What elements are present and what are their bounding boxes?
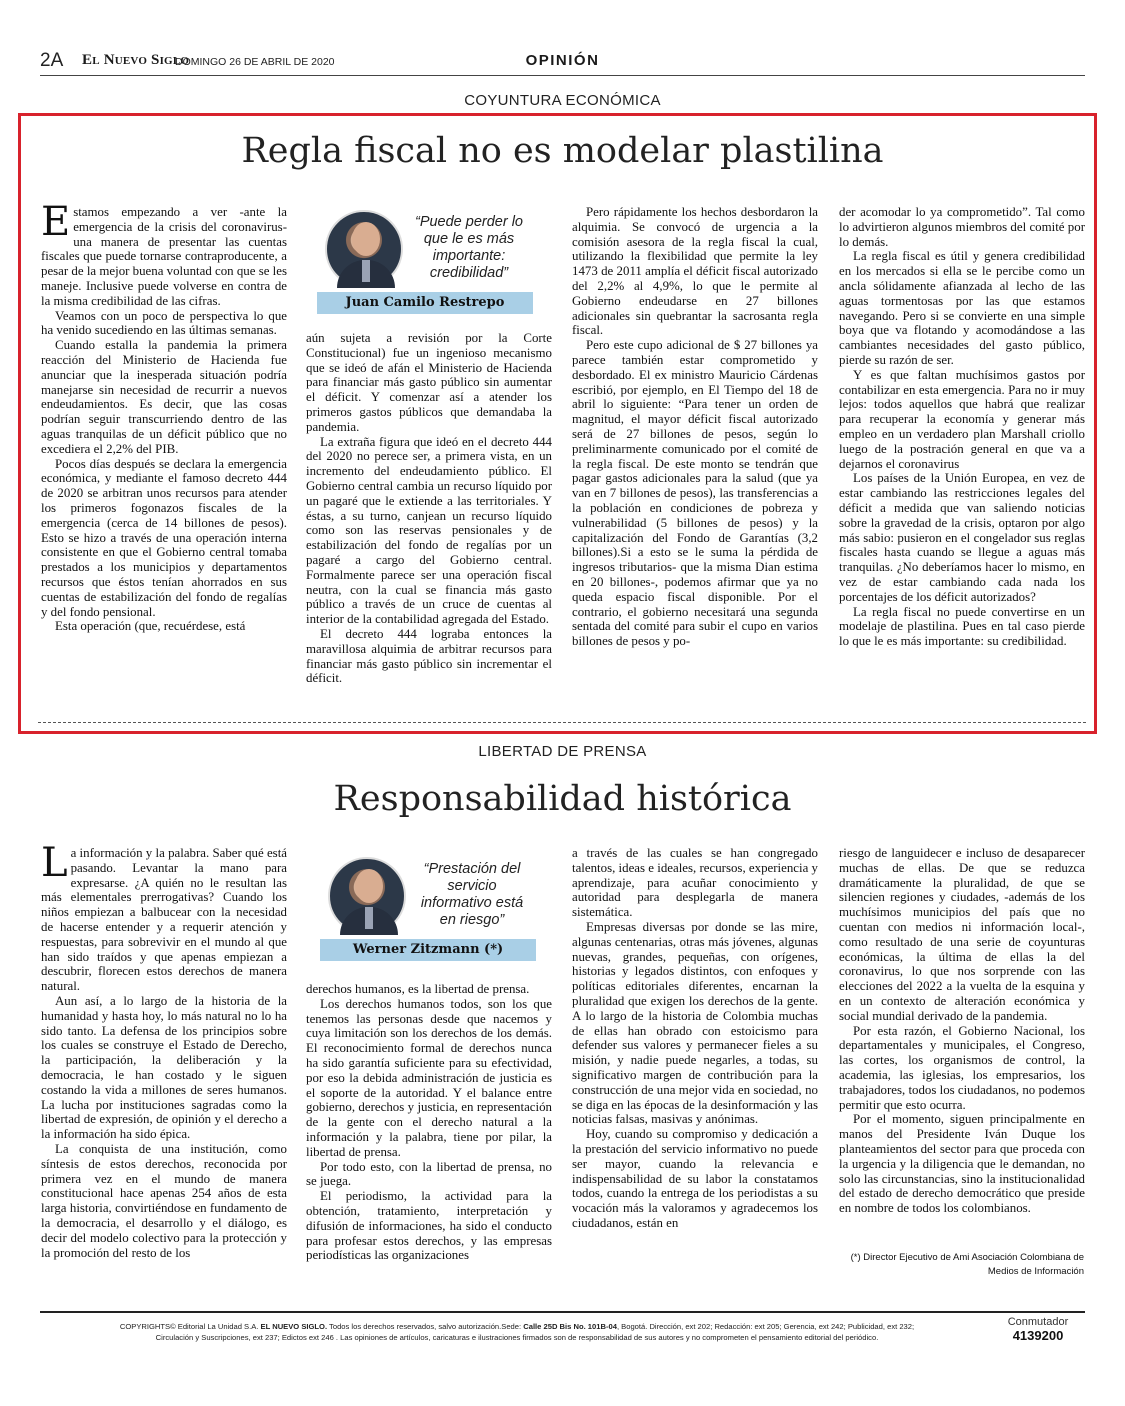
article2-paragraph: Empresas diversas por donde se las mire, algunas centenarias, otras más jóvenes, algunas nuevas, grandes, pequeñas, con orígenes, historias y legados distintos, con enfoques y políticas editoriales diferentes, encarnan la pluralidad que exigen los derechos de la gente. A lo largo de la historia de Colombia muchas de ellas han obrado con estoicismo para defender sus valores y permanecer fieles a su misión, y nadie puede negarles, a todas, su significativo margen de contribución para la construcción de una mejor vida en sociedad, no se diga en las épocas de la desinformación y las noticias falsas, masivas y anónimas.: [572, 919, 818, 1127]
issue-date: DOMINGO 26 DE ABRIL DE 2020: [175, 56, 335, 68]
article2-paragraph: a través de las cuales se han congregado talentos, ideas e ideales, recursos, experiencia y aprendizaje, para acuñar conocimiento y autoridad para desplegarla de manera sistemática.: [572, 846, 818, 920]
header-rule: [40, 75, 1085, 76]
footer-credits: [62, 1322, 972, 1343]
article2-paragraph: Por esta razón, el Gobierno Nacional, los departamentales y municipales, el Congreso, las cortes, los organismos de control, la academia, las iglesias, los empresarios, los trabajadores, todos los ciudadanos, no podemos permitir que esto ocurra.: [839, 1023, 1085, 1112]
author-photo: [325, 210, 403, 288]
article1-paragraph: Pocos días después se declara la emergencia económica, y mediante el famoso decreto 444 de 2020 se arbitran unos recursos para atender los primeros fogonazos fiscales de la emergencia (cerca de 14 billones de pesos). Esto se hizo a través de una operación interna consistente en que el Gobierno central tomaba prestados a los municipios y departamentos recursos que éstos tenían ahorrados en sus cuentas de estabilización del fondo de regalías y del fondo pensional.: [41, 456, 287, 619]
article2-paragraph: Por el momento, siguen principalmente en manos del Presidente Iván Duque los planteamientos del sector para que proceda con la urgencia y la diligencia que le demandan, no solo las circunstancias, sino la institucionalidad del estado de derecho democrático que preside en nombre de todos los colombianos.: [839, 1112, 1085, 1216]
author-byline: Werner Zitzmann (*): [320, 939, 536, 961]
article1-paragraph: Cuando estalla la pandemia la primera reacción del Ministerio de Hacienda fue anunciar que la inesperada situación podría manejarse sin necesidad de recurrir a nuevos endeudamientos. Es decir, que las cosas podrían seguir transcurriendo dentro de las aguas tranquilas de un déficit público que no excediera el 2,2% del PIB.: [41, 338, 287, 456]
article2-pullquote: [320, 851, 536, 961]
footer-extensions: , Bogotá. Dirección, ext 202; Redacción: ext 205; Gerencia, ext 242; Publicidad, ext 232;: [616, 1322, 915, 1331]
article2-headline: Responsabilidad histórica: [333, 779, 792, 819]
drop-cap: L: [41, 840, 68, 886]
author-byline: Juan Camilo Restrepo: [317, 292, 533, 314]
article1-paragraph: Y es que faltan muchísimos gastos por contabilizar en esta emergencia. Para no ir muy lejos: todos aquellos que habrá que realizar para recuperar la economía y generar más empleo en un verdadero plan Marshall criollo luego de la postración general en que va a dejarnos el coronavirus: [839, 367, 1085, 471]
article1-paragraph: Pero rápidamente los hechos desbordaron la alquimia. Se convocó de urgencia a la comisión asesora de la regla fiscal la cual, utilizando la flexibilidad que permite la ley 1473 de 2011 amplía el déficit fiscal autorizado del 2,2% al 4,9%, lo que le permite al Gobierno endeudarse en 27 billones adicionales sin quebrantar la sacrosanta regla fiscal.: [572, 205, 818, 338]
article1-paragraph: La regla fiscal es útil y genera credibilidad en los mercados si ella se le percibe como un ancla sólidamente afianzada al lecho de las aguas tormentosas por las que estamos navegando. Pero si se convierte en una simple boya que va flotando y acomodándose a las cambiantes necesidades del gasto público, pierde su razón de ser.: [839, 249, 1085, 367]
footer-line-1: [62, 1322, 972, 1333]
article2-paragraph: La conquista de una institución, como síntesis de estos derechos, reconocida por primera vez en el mundo de manera constitucional hace apenas 254 años de esta larga historia, convirtiéndose en fundamento de la democracia, el desarrollo y el diálogo, es decir del modelo colectivo para la protección y la promoción del resto de los: [41, 1141, 287, 1260]
article1-column-4: [839, 205, 1085, 649]
article1-paragraph: La extraña figura que ideó en el decreto 444 del 2020 no perece ser, a primera vista, en un incremento del endeudamiento público. El Gobierno central cambia un recurso líquido por un pagaré que le extiende a las territoriales. Y éstas, a su turno, canjean un recurso líquido como son las reservas pensionales y de estabilización del fondo de regalías por un pagaré a cargo del Gobierno central. Formalmente parece ser una operación fiscal neutra, con la cual se financia más gasto público a través de un cruce de cuentas al interior de la contabilidad agregada del Estado.: [306, 434, 552, 627]
article1-paragraph: aún sujeta a revisión por la Corte Constitucional) fue un ingenioso mecanismo que se ideó de afán el Ministerio de Hacienda para financiar más gasto público sin aumentar el déficit. Y comenzar así a atender los primeros gastos públicos que demandaba la pandemia.: [306, 331, 552, 434]
author-photo: [328, 857, 406, 935]
article1-kicker: COYUNTURA ECONÓMICA: [464, 92, 661, 109]
article1-pullquote: [317, 204, 533, 314]
article1-column-3: [572, 205, 818, 649]
article2-column-4: [839, 846, 1085, 1216]
article1-paragraph: Esta operación (que, recuérdese, está: [55, 619, 246, 634]
article1-paragraph: der acomodar lo ya comprometido”. Tal como lo advirtieron algunos miembros del comité por lo demás.: [839, 205, 1085, 249]
section-title: OPINIÓN: [525, 52, 600, 69]
footer-rule: [40, 1311, 1085, 1313]
pullquote-text: “Puede perder lo que le es más importante: credibilidad”: [414, 214, 523, 281]
switchboard-number: 4139200: [1012, 1328, 1064, 1343]
article1-column-1: [41, 199, 287, 634]
article1-paragraph: El decreto 444 lograba entonces la maravillosa alquimia de arbitrar recursos para financiar más gasto público sin incrementar el déficit.: [306, 626, 552, 686]
footer-line-2: Circulación y Suscripciones, ext 237; Edictos ext 246 . Las opiniones de artículos, caricaturas e ilustraciones firmados son de responsabilidad de sus autores y no comprometen el pensamiento editorial del periódico.: [155, 1332, 879, 1342]
article2-paragraph: [41, 840, 287, 994]
switchboard: [998, 1316, 1078, 1343]
article1-paragraph: La regla fiscal no puede convertirse en un modelaje de plastilina. Pues en tal caso pierde lo que le es más importante: su credibilidad.: [839, 604, 1085, 649]
article1-paragraph: Veamos con un poco de perspectiva lo que ha venido sucediendo en las últimas semanas.: [41, 308, 287, 338]
author-footnote: (*) Director Ejecutivo de Ami Asociación Colombiana de Medios de Información: [850, 1252, 1084, 1277]
article-separator: [38, 722, 1086, 723]
article2-paragraph: El periodismo, la actividad para la obtención, tratamiento, interpretación y difusión de informaciones, ha sido el conducto para profesar estos derechos, y las empresas periodísticas las organizaciones: [306, 1189, 552, 1263]
paragraph-text: a información y la palabra. Saber qué está pasando. Levantar la mano para expresarse. ¿A quién no le resultan las más elementales prerrogativas? Cuando los niños empiezan a balbucear con la necesidad de hacerse entender y a requerir atención y respuestas, para sobrevivir en el mundo al que han sido traídos y que apenas empiezan a descubrir, florecen estos derechos de manera natural.: [41, 846, 287, 994]
footer-address: Calle 25D Bis No. 101B-04: [523, 1322, 617, 1331]
article1-paragraph: Los países de la Unión Europea, en vez de estar cambiando las restricciones legales del déficit a medida que van saliendo noticias sobre la gravedad de la crisis, optaron por algo más sabio: pusieron en el congelador sus reglas fiscales hasta cuando se llegue a aguas más tranquilas. ¿No deberíamos hacer lo mismo, en vez de estar cambiando cada nada los porcentajes de los déficit autorizados?: [839, 471, 1085, 604]
article2-column-3: [572, 846, 818, 1231]
article2-paragraph: Hoy, cuando su compromiso y dedicación a la prestación del servicio informativo no puede ser mayor, cuando la relevancia e indispensabilidad de su labor la constatamos todos, cuando la entrega de los periodistas a su vocación más la valoramos y agradecemos los ciudadanos, están en: [572, 1127, 818, 1230]
article2-paragraph: Los derechos humanos todos, son los que tenemos las personas desde que nacemos y cuya limitación son los derechos de los demás. El reconocimiento formal de derechos nunca ha sido garantía suficiente para su efectividad, por eso la debida administración de justicia es el soporte de la autoridad. Y el balance entre gobierno, derechos y justicia, en representación de la gente con el derecho natural a la información y la palabra, tiene por pilar, la libertad de prensa.: [306, 996, 552, 1159]
paragraph-text: stamos empezando a ver -ante la emergencia de la crisis del coronavirus- una manera de presentar las cuentas fiscales que puede tornarse contraproducente, a pesar de la mejor buena voluntad con que se les maneje. Inclusive puede volverse en contra de la misma credibilidad de las cifras.: [41, 205, 287, 308]
footer-rights: Todos los derechos reservados, salvo autorización.Sede:: [329, 1322, 522, 1331]
article1-paragraph: [41, 199, 287, 309]
pullquote-text: “Prestación del servicio informativo está en riesgo”: [420, 861, 524, 928]
newspaper-name: El Nuevo Siglo: [82, 52, 190, 68]
article1-column-2: [306, 331, 552, 686]
article2-column-1: [41, 840, 287, 1260]
article2-kicker: LIBERTAD DE PRENSA: [478, 743, 647, 760]
page-number: 2A: [40, 50, 64, 71]
article2-paragraph: Por todo esto, con la libertad de prensa, no se juega.: [306, 1159, 552, 1189]
article2-paragraph: riesgo de languidecer e incluso de desaparecer muchas de ellas. De que se reduzca dramáticamente la pluralidad, de que se silencien regiones y ciudades, -además de los muchísimos municipios del país que no cuentan con medios ni información local-, como resultado de una serie de coyunturas económicas, la última de ellas la del coronavirus, lo que nos sorprende con las elecciones del 2022 a la vuelta de la esquina y en un contexto de alteración económica y social mundial derivado de la pandemia.: [839, 846, 1085, 1023]
article2-column-2: [306, 982, 552, 1263]
article1-headline: Regla fiscal no es modelar plastilina: [241, 131, 884, 171]
footer-brand: EL NUEVO SIGLO.: [260, 1322, 328, 1331]
switchboard-label: Conmutador: [1007, 1316, 1069, 1328]
article2-paragraph: Aun así, a lo largo de la historia de la humanidad y hasta hoy, lo más natural no lo ha sido tanto. La defensa de los principios sobre los cuales se construye el Estado de Derecho, la participación, la deliberación y la democracia, le han costado y le siguen costando la vida a millones de seres humanos. La lucha por instituciones sagradas como la libertad de expresión, de opinión y el derecho a la información ha sido épica.: [41, 993, 287, 1142]
article1-paragraph: Pero este cupo adicional de $ 27 billones ya parece también estar comprometido y desbordado. El ex ministro Mauricio Cárdenas escribió, por ejemplo, en El Tiempo del 18 de abril lo siguiente: “Para tener un orden de magnitud, el mayor déficit fiscal autorizado será de 27 billones de pesos, según lo preliminarmente comunicado por el comité de la regla fiscal. De este monto se tendrán que pagar gastos adicionales para la salud (que ya van en 7 billones de pesos), las transferencias a la población en condiciones de pobreza y vulnerabilidad (5 billones de pesos) y la capitalización del Fondo de Garantías (3,2 billones).Si a esto se le suma la pérdida de ingresos tributarios- que la misma Dian estima en 20 billones-, podemos afirmar que ya no queda espacio fiscal disponible. Por el contrario, el gobierno necesitará una segunda sentada del comité para subir el cupo en varios billones de pesos y po-: [572, 338, 818, 649]
copyright-text: COPYRIGHTS© Editorial La Unidad S.A.: [119, 1322, 259, 1331]
drop-cap: E: [41, 199, 71, 245]
article2-paragraph: derechos humanos, es la libertad de prensa.: [306, 982, 530, 996]
